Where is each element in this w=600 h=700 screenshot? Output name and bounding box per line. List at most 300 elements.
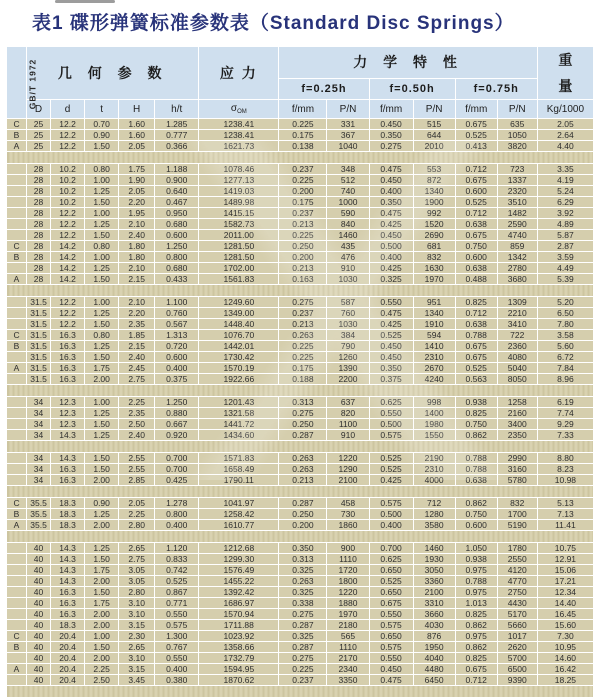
table-row	[7, 363, 594, 374]
table-cell: 2590	[497, 219, 537, 230]
table-row	[7, 230, 594, 241]
table-cell: 1249.60	[199, 297, 279, 308]
table-cell: 1730.42	[199, 352, 279, 363]
table-cell: 1.95	[119, 208, 155, 219]
table-cell: 15.06	[537, 565, 593, 576]
table-cell: 14.2	[51, 263, 85, 274]
table-row	[7, 408, 594, 419]
table-cell: 18.3	[51, 620, 85, 631]
table-cell: 4080	[497, 352, 537, 363]
table-cell: 3050	[413, 565, 455, 576]
table-cell: 14.60	[537, 653, 593, 664]
table-cell: 0.550	[155, 653, 199, 664]
table-cell: 2.50	[119, 419, 155, 430]
table-cell: 1410	[413, 341, 455, 352]
table-cell: 0.675	[455, 341, 497, 352]
table-cell: 1970	[413, 274, 455, 285]
table-cell: 992	[413, 208, 455, 219]
table-cell: 28	[27, 164, 51, 175]
table-cell: 31.5	[27, 352, 51, 363]
table-cell: 0.450	[369, 664, 413, 675]
table-row	[7, 263, 594, 274]
table-cell: 832	[413, 252, 455, 263]
series-label-cell: A	[7, 363, 27, 374]
table-cell: 1.50	[85, 453, 119, 464]
table-row	[7, 319, 594, 330]
table-cell: 3.15	[119, 664, 155, 675]
table-cell: 0.625	[369, 554, 413, 565]
table-row	[7, 475, 594, 486]
header-weight-bottom: 量	[558, 78, 573, 94]
table-cell: 0.475	[369, 675, 413, 686]
table-cell: 31.5	[27, 297, 51, 308]
table-row	[7, 675, 594, 686]
table-cell: 458	[327, 498, 369, 509]
table-cell: 2.15	[119, 274, 155, 285]
table-row	[7, 565, 594, 576]
table-cell: 0.325	[279, 565, 327, 576]
table-cell: 28	[27, 230, 51, 241]
table-cell: 40	[27, 565, 51, 576]
spacer-cell	[7, 531, 594, 543]
table-cell: 1.75	[85, 565, 119, 576]
series-label-cell	[7, 319, 27, 330]
table-cell: 0.575	[369, 620, 413, 631]
table-cell: 1281.50	[199, 252, 279, 263]
series-label-cell	[7, 576, 27, 587]
table-cell: 2.10	[119, 297, 155, 308]
series-label-cell	[7, 186, 27, 197]
table-cell: 1238.41	[199, 130, 279, 141]
table-cell: 2011.00	[199, 230, 279, 241]
table-cell: 2.45	[119, 363, 155, 374]
table-cell: 0.175	[279, 197, 327, 208]
table-row	[7, 520, 594, 531]
table-cell: 0.650	[369, 565, 413, 576]
table-cell: 1.00	[85, 252, 119, 263]
table-cell: 1800	[327, 576, 369, 587]
table-cell: 7.30	[537, 631, 593, 642]
table-cell: 3350	[327, 675, 369, 686]
table-cell: 2.75	[119, 374, 155, 385]
table-cell: 3400	[497, 419, 537, 430]
table-cell: 2.05	[119, 186, 155, 197]
table-cell: 1970	[327, 609, 369, 620]
table-cell: 1078.46	[199, 164, 279, 175]
table-cell: 0.400	[369, 186, 413, 197]
table-cell: 2.40	[119, 352, 155, 363]
table-cell: 0.767	[155, 642, 199, 653]
table-cell: 14.2	[51, 252, 85, 263]
table-cell: 25	[27, 119, 51, 130]
table-cell: 12.2	[51, 230, 85, 241]
table-cell: 1.75	[85, 598, 119, 609]
table-cell: 0.338	[279, 598, 327, 609]
table-cell: 635	[497, 119, 537, 130]
table-cell: 2620	[497, 642, 537, 653]
table-cell: 2180	[327, 620, 369, 631]
table-cell: 2.87	[537, 241, 593, 252]
table-cell: 1023.92	[199, 631, 279, 642]
table-cell: 1980	[413, 419, 455, 430]
table-cell: 0.525	[369, 464, 413, 475]
table-cell: 3.58	[537, 330, 593, 341]
table-cell: 0.263	[279, 576, 327, 587]
table-cell: 1299.30	[199, 554, 279, 565]
table-cell: 1340	[413, 186, 455, 197]
table-cell: 12.2	[51, 119, 85, 130]
table-cell: 1258	[497, 397, 537, 408]
table-cell: 0.862	[455, 620, 497, 631]
table-cell: 16.3	[51, 464, 85, 475]
table-cell: 0.825	[455, 297, 497, 308]
table-cell: 18.3	[51, 509, 85, 520]
table-row	[7, 274, 594, 285]
table-cell: 590	[327, 208, 369, 219]
table-cell: 0.400	[369, 520, 413, 531]
table-cell: 1.278	[155, 498, 199, 509]
table-cell: 0.90	[85, 130, 119, 141]
table-cell: 20.4	[51, 631, 85, 642]
table-cell: 12.2	[51, 141, 85, 152]
series-label-cell	[7, 475, 27, 486]
table-cell: 2310	[413, 464, 455, 475]
table-cell: 3.35	[537, 164, 593, 175]
col-kg: Kg/1000	[537, 100, 593, 119]
spacer-cell	[7, 686, 594, 698]
table-cell: 18.25	[537, 675, 593, 686]
table-cell: 0.80	[85, 164, 119, 175]
table-cell: 0.550	[369, 609, 413, 620]
table-cell: 0.667	[155, 419, 199, 430]
table-cell: 0.575	[155, 620, 199, 631]
table-cell: 3680	[497, 274, 537, 285]
table-cell: 5.87	[537, 230, 593, 241]
table-cell: 7.74	[537, 408, 593, 419]
col-sigma: $\sigma_{OM}$	[199, 100, 279, 119]
table-cell: 1050	[497, 130, 537, 141]
table-cell: 1780	[497, 543, 537, 554]
table-cell: 0.275	[279, 609, 327, 620]
table-cell: 0.638	[455, 219, 497, 230]
table-cell: 0.563	[455, 374, 497, 385]
series-label-cell: B	[7, 130, 27, 141]
table-cell: 3.10	[119, 598, 155, 609]
table-cell: 1.050	[455, 543, 497, 554]
series-label-cell: C	[7, 119, 27, 130]
table-cell: 0.675	[455, 175, 497, 186]
table-row	[7, 186, 594, 197]
table-row	[7, 430, 594, 441]
table-cell: 16.3	[51, 587, 85, 598]
table-cell: 5.13	[537, 498, 593, 509]
table-cell: 0.263	[279, 453, 327, 464]
table-cell: 0.90	[85, 498, 119, 509]
table-cell: 1.60	[119, 130, 155, 141]
table-cell: 1711.88	[199, 620, 279, 631]
table-cell: 0.488	[455, 274, 497, 285]
table-cell: 0.700	[369, 543, 413, 554]
table-cell: 28	[27, 197, 51, 208]
spacer-row	[7, 285, 594, 297]
table-cell: 0.750	[455, 241, 497, 252]
table-row	[7, 453, 594, 464]
table-cell: 712	[413, 498, 455, 509]
table-cell: 1.120	[155, 543, 199, 554]
table-cell: 1.50	[85, 230, 119, 241]
table-cell: 0.760	[155, 308, 199, 319]
table-cell: 2.35	[119, 319, 155, 330]
table-cell: 1950	[413, 642, 455, 653]
table-cell: 34	[27, 397, 51, 408]
table-cell: 0.425	[369, 475, 413, 486]
table-cell: 0.500	[369, 419, 413, 430]
table-cell: 1.013	[455, 598, 497, 609]
table-cell: 2190	[413, 453, 455, 464]
table-cell: 2.25	[119, 397, 155, 408]
table-cell: 2550	[497, 554, 537, 565]
table-cell: 2.15	[119, 341, 155, 352]
table-cell: 40	[27, 664, 51, 675]
spacer-row	[7, 152, 594, 164]
table-cell: 1442.01	[199, 341, 279, 352]
table-cell: 16.3	[51, 341, 85, 352]
table-cell: 3580	[413, 520, 455, 531]
disc-spring-table	[6, 46, 594, 698]
table-cell: 0.237	[279, 208, 327, 219]
table-cell: 0.263	[279, 464, 327, 475]
table-row	[7, 341, 594, 352]
table-cell: 0.325	[369, 274, 413, 285]
series-label-cell	[7, 308, 27, 319]
table-cell: 4480	[413, 664, 455, 675]
table-cell: 0.600	[455, 252, 497, 263]
table-cell: 1290	[327, 464, 369, 475]
table-cell: 16.42	[537, 664, 593, 675]
table-cell: 515	[413, 119, 455, 130]
table-cell: 0.575	[369, 430, 413, 441]
table-cell: 1.25	[85, 341, 119, 352]
table-cell: 17.21	[537, 576, 593, 587]
table-row	[7, 208, 594, 219]
table-cell: 0.525	[455, 130, 497, 141]
table-cell: 6500	[497, 664, 537, 675]
table-cell: 0.600	[155, 352, 199, 363]
table-cell: 0.467	[155, 197, 199, 208]
table-cell: 4430	[497, 598, 537, 609]
series-label-cell: B	[7, 509, 27, 520]
table-cell: 2.64	[537, 130, 593, 141]
table-cell: 1.250	[155, 397, 199, 408]
table-cell: 1040	[327, 141, 369, 152]
table-cell: 0.350	[369, 197, 413, 208]
table-cell: 5700	[497, 653, 537, 664]
table-cell: 0.675	[455, 664, 497, 675]
table-cell: 1.25	[85, 219, 119, 230]
table-cell: 31.5	[27, 374, 51, 385]
table-cell: 2170	[327, 653, 369, 664]
table-cell: 0.287	[279, 620, 327, 631]
table-cell: 2690	[413, 230, 455, 241]
table-cell: 1.50	[85, 419, 119, 430]
table-cell: 0.80	[85, 241, 119, 252]
table-cell: 40	[27, 631, 51, 642]
table-cell: 0.880	[155, 408, 199, 419]
table-cell: 28	[27, 263, 51, 274]
table-cell: 14.3	[51, 453, 85, 464]
table-cell: 12.2	[51, 219, 85, 230]
table-cell: 1349.00	[199, 308, 279, 319]
table-row	[7, 620, 594, 631]
table-cell: 4040	[413, 653, 455, 664]
table-cell: 1561.83	[199, 274, 279, 285]
table-row	[7, 397, 594, 408]
series-label-cell	[7, 230, 27, 241]
table-cell: 1.75	[85, 363, 119, 374]
table-cell: 1582.73	[199, 219, 279, 230]
table-cell: 3.10	[119, 609, 155, 620]
table-cell: 40	[27, 554, 51, 565]
table-cell: 28	[27, 252, 51, 263]
table-cell: 34	[27, 464, 51, 475]
series-label-cell: C	[7, 498, 27, 509]
table-cell: 0.600	[455, 186, 497, 197]
table-cell: 1260	[327, 352, 369, 363]
table-cell: 3660	[413, 609, 455, 620]
table-cell: 0.175	[279, 130, 327, 141]
table-cell: 0.777	[155, 130, 199, 141]
table-cell: 348	[327, 164, 369, 175]
table-cell: 1720	[327, 565, 369, 576]
table-row	[7, 554, 594, 565]
table-cell: 384	[327, 330, 369, 341]
table-cell: 0.525	[455, 197, 497, 208]
series-label-cell	[7, 609, 27, 620]
table-cell: 2200	[327, 374, 369, 385]
table-cell: 0.625	[369, 397, 413, 408]
table-cell: 2340	[327, 664, 369, 675]
table-cell: 910	[327, 430, 369, 441]
table-cell: 2.75	[119, 554, 155, 565]
table-cell: 0.380	[155, 675, 199, 686]
table-cell: 0.788	[455, 453, 497, 464]
table-cell: 34	[27, 408, 51, 419]
table-cell: 1900	[413, 197, 455, 208]
table-cell: 0.675	[369, 598, 413, 609]
col-f025-pn: P/N	[327, 100, 369, 119]
table-cell: 5780	[497, 475, 537, 486]
table-cell: 0.425	[369, 263, 413, 274]
table-cell: 0.742	[155, 565, 199, 576]
table-cell: 4.89	[537, 219, 593, 230]
table-cell: 2.25	[85, 664, 119, 675]
table-cell: 2.05	[119, 498, 155, 509]
table-cell: 2780	[497, 263, 537, 274]
table-cell: 1.80	[119, 252, 155, 263]
table-cell: 3310	[413, 598, 455, 609]
table-cell: 0.720	[155, 341, 199, 352]
table-cell: 14.2	[51, 241, 85, 252]
table-row	[7, 498, 594, 509]
table-row	[7, 141, 594, 152]
table-cell: 0.450	[369, 352, 413, 363]
table-cell: 512	[327, 175, 369, 186]
table-cell: 1.25	[85, 263, 119, 274]
table-cell: 0.638	[455, 319, 497, 330]
spacer-row	[7, 686, 594, 698]
series-label-cell	[7, 374, 27, 385]
table-cell: 1342	[497, 252, 537, 263]
table-cell: 2100	[413, 587, 455, 598]
table-cell: 4240	[413, 374, 455, 385]
table-cell: 0.862	[455, 430, 497, 441]
table-cell: 2360	[497, 341, 537, 352]
table-cell: 1.50	[85, 141, 119, 152]
table-cell: 0.788	[455, 464, 497, 475]
table-cell: 2.00	[85, 374, 119, 385]
table-cell: 2.55	[119, 453, 155, 464]
table-cell: 3820	[497, 141, 537, 152]
table-cell: 14.3	[51, 430, 85, 441]
table-cell: 0.450	[369, 230, 413, 241]
header-stress: 应 力	[199, 47, 279, 100]
table-cell: 1460	[327, 230, 369, 241]
table-cell: 1550	[413, 430, 455, 441]
header-weight-top: 重	[558, 52, 573, 68]
table-cell: 40	[27, 587, 51, 598]
col-H: H	[119, 100, 155, 119]
series-label-cell	[7, 620, 27, 631]
table-cell: 0.287	[279, 430, 327, 441]
table-cell: 40	[27, 598, 51, 609]
table-cell: 1658.49	[199, 464, 279, 475]
table-cell: 0.325	[279, 587, 327, 598]
table-cell: 0.788	[455, 330, 497, 341]
table-cell: 910	[327, 263, 369, 274]
table-cell: 14.3	[51, 554, 85, 565]
series-label-cell: A	[7, 520, 27, 531]
table-cell: 20.4	[51, 675, 85, 686]
table-cell: 0.675	[455, 352, 497, 363]
table-cell: 1594.95	[199, 664, 279, 675]
table-cell: 872	[413, 175, 455, 186]
table-cell: 0.750	[455, 509, 497, 520]
table-row	[7, 374, 594, 385]
series-label-cell	[7, 565, 27, 576]
table-cell: 31.5	[27, 308, 51, 319]
table-cell: 0.213	[279, 319, 327, 330]
header-weight	[537, 47, 593, 100]
table-cell: 2750	[497, 587, 537, 598]
table-cell: 3510	[497, 197, 537, 208]
table-cell: 10.95	[537, 642, 593, 653]
table-cell: 1870.62	[199, 675, 279, 686]
scan-artifact	[55, 0, 115, 3]
table-cell: 0.225	[279, 119, 327, 130]
table-cell: 0.575	[369, 498, 413, 509]
table-cell: 0.237	[279, 308, 327, 319]
table-cell: 8050	[497, 374, 537, 385]
table-cell: 7.13	[537, 509, 593, 520]
table-cell: 0.366	[155, 141, 199, 152]
table-cell: 367	[327, 130, 369, 141]
table-cell: 3.59	[537, 252, 593, 263]
table-row	[7, 419, 594, 430]
table-cell: 1.25	[85, 308, 119, 319]
table-cell: 1238.41	[199, 119, 279, 130]
table-cell: 10.2	[51, 175, 85, 186]
table-cell: 1576.49	[199, 565, 279, 576]
